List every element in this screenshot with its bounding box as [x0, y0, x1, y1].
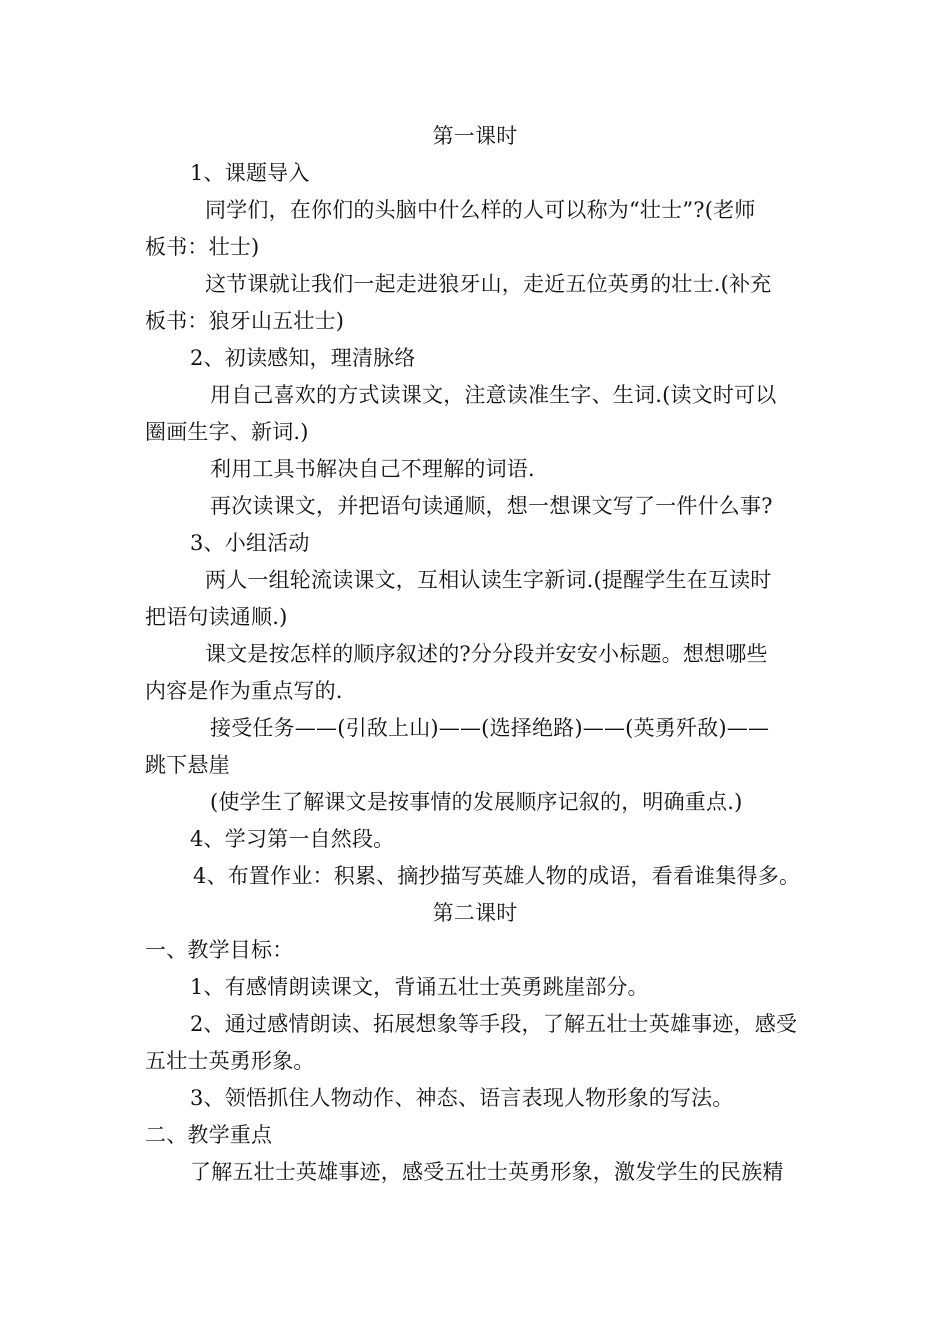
paragraph-line: 两人一组轮流读课文，互相认读生字新词.(提醒学生在互读时	[205, 568, 772, 592]
paragraph-line: 板书：壮士)	[145, 235, 260, 259]
list-item: 1、有感情朗读课文，背诵五壮士英勇跳崖部分。	[190, 975, 649, 999]
paragraph-line: (使学生了解课文是按事情的发展顺序记叙的，明确重点.)	[210, 790, 743, 814]
section-heading: 1、课题导入	[190, 161, 310, 185]
paragraph-line: 利用工具书解决自己不理解的词语.	[210, 457, 535, 481]
paragraph-line: 五壮士英勇形象。	[145, 1049, 315, 1073]
paragraph-line: 同学们，在你们的头脑中什么样的人可以称为“壮士”?(老师	[205, 198, 756, 222]
lesson-1-title: 第一课时	[432, 124, 518, 148]
paragraph-line: 接受任务——(引敌上山)——(选择绝路)——(英勇歼敌)——	[210, 716, 770, 740]
section-heading: 2、初读感知，理清脉络	[190, 346, 416, 370]
section-heading: 一、教学目标：	[145, 938, 294, 962]
section-heading: 4、布置作业：积累、摘抄描写英雄人物的成语，看看谁集得多。	[193, 864, 801, 888]
paragraph-line: 内容是作为重点写的.	[145, 679, 343, 703]
section-heading: 二、教学重点	[145, 1123, 273, 1147]
list-item: 3、领悟抓住人物动作、神态、语言表现人物形象的写法。	[190, 1086, 734, 1110]
lesson-2-title: 第二课时	[432, 901, 518, 925]
paragraph-line: 圈画生字、新词.)	[145, 420, 309, 444]
paragraph-line: 板书：狼牙山五壮士)	[145, 309, 345, 333]
list-item: 2、通过感情朗读、拓展想象等手段，了解五壮士英雄事迹，感受	[190, 1012, 798, 1036]
paragraph-line: 跳下悬崖	[145, 753, 230, 777]
section-heading: 3、小组活动	[190, 531, 310, 555]
paragraph-line: 了解五壮士英雄事迹，感受五壮士英勇形象，激发学生的民族精	[190, 1160, 784, 1184]
paragraph-line: 这节课就让我们一起走进狼牙山，走近五位英勇的壮士.(补充	[205, 272, 772, 296]
paragraph-line: 用自己喜欢的方式读课文，注意读准生字、生词.(读文时可以	[210, 383, 777, 407]
paragraph-line: 把语句读通顺.)	[145, 605, 288, 629]
paragraph-line: 课文是按怎样的顺序叙述的?分分段并安安小标题。想想哪些	[205, 642, 768, 666]
paragraph-line: 再次读课文，并把语句读通顺，想一想课文写了一件什么事?	[210, 494, 773, 518]
section-heading: 4、学习第一自然段。	[190, 827, 395, 851]
